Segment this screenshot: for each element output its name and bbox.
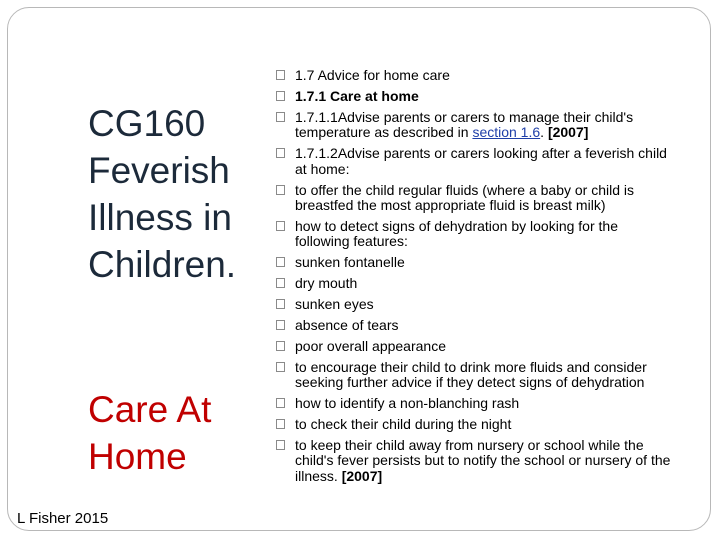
year-tag: [2007] [547, 124, 589, 141]
box-bullet-icon [276, 419, 285, 429]
box-bullet-icon [276, 341, 285, 351]
bullet-list [276, 68, 676, 490]
bullet-text: 1.7.1 Care at home [295, 87, 419, 104]
slide-subtitle: Care At Home [88, 389, 212, 477]
bullet-item [276, 360, 676, 391]
bullet-item [276, 276, 676, 292]
bullet-item [276, 297, 676, 313]
bullet-text: dry mouth [295, 275, 358, 292]
section-link[interactable]: section 1.6 [472, 124, 541, 141]
box-bullet-icon [276, 221, 285, 231]
bullet-text: poor overall appearance [295, 337, 446, 354]
bullet-text: . [540, 124, 545, 141]
box-bullet-icon [276, 398, 285, 408]
bullet-text: 1.7 Advice for home care [295, 67, 450, 83]
slide-frame [7, 7, 711, 531]
bullet-item [276, 146, 676, 177]
bullet-item [276, 89, 676, 105]
bullet-text: to encourage their child to drink more fluids and consider seeking further advice if they detect signs of dehydration [295, 358, 647, 391]
bullet-item [276, 339, 676, 355]
bullet-item [276, 318, 676, 334]
bullet-text: sunken eyes [295, 296, 374, 313]
bullet-text: how to detect signs of dehydration by looking for the following features: [295, 217, 618, 250]
box-bullet-icon [276, 257, 285, 267]
bullet-text: 1.7.1.2Advise parents or carers looking after a feverish child at home: [295, 145, 667, 177]
box-bullet-icon [276, 362, 285, 372]
bullet-text: to keep their child away from nursery or school while the child's fever persists but to notify the school or nursery of the illness. [295, 436, 671, 484]
bullet-item [276, 417, 676, 433]
box-bullet-icon [276, 320, 285, 330]
bullet-text: how to identify a non-blanching rash [295, 395, 520, 412]
box-bullet-icon [276, 185, 285, 195]
bullet-item [276, 438, 676, 485]
bullet-text: to offer the child regular fluids (where a baby or child is breastfed the most appropriate fluid is breast milk) [295, 181, 635, 214]
bullet-item [276, 110, 676, 141]
bullet-text: 1.7.1.1Advise parents or carers to manage their child's temperature as described in [295, 108, 634, 141]
bullet-item [276, 255, 676, 271]
year-tag: [2007] [341, 467, 383, 484]
slide-title: CG160 Feverish Illness in Children. [88, 103, 237, 285]
bullet-item [276, 183, 676, 214]
bullet-item [276, 219, 676, 250]
box-bullet-icon [276, 440, 285, 450]
box-bullet-icon [276, 278, 285, 288]
box-bullet-icon [276, 299, 285, 309]
box-bullet-icon [276, 148, 285, 158]
author-credit: L Fisher 2015 [17, 510, 109, 527]
box-bullet-icon [276, 112, 285, 122]
bullet-item [276, 68, 676, 84]
bullet-text: to check their child during the night [295, 416, 512, 433]
box-bullet-icon [276, 91, 285, 101]
bullet-text: absence of tears [295, 317, 399, 334]
bullet-item [276, 396, 676, 412]
bullet-text: sunken fontanelle [295, 254, 405, 271]
box-bullet-icon [276, 70, 285, 80]
